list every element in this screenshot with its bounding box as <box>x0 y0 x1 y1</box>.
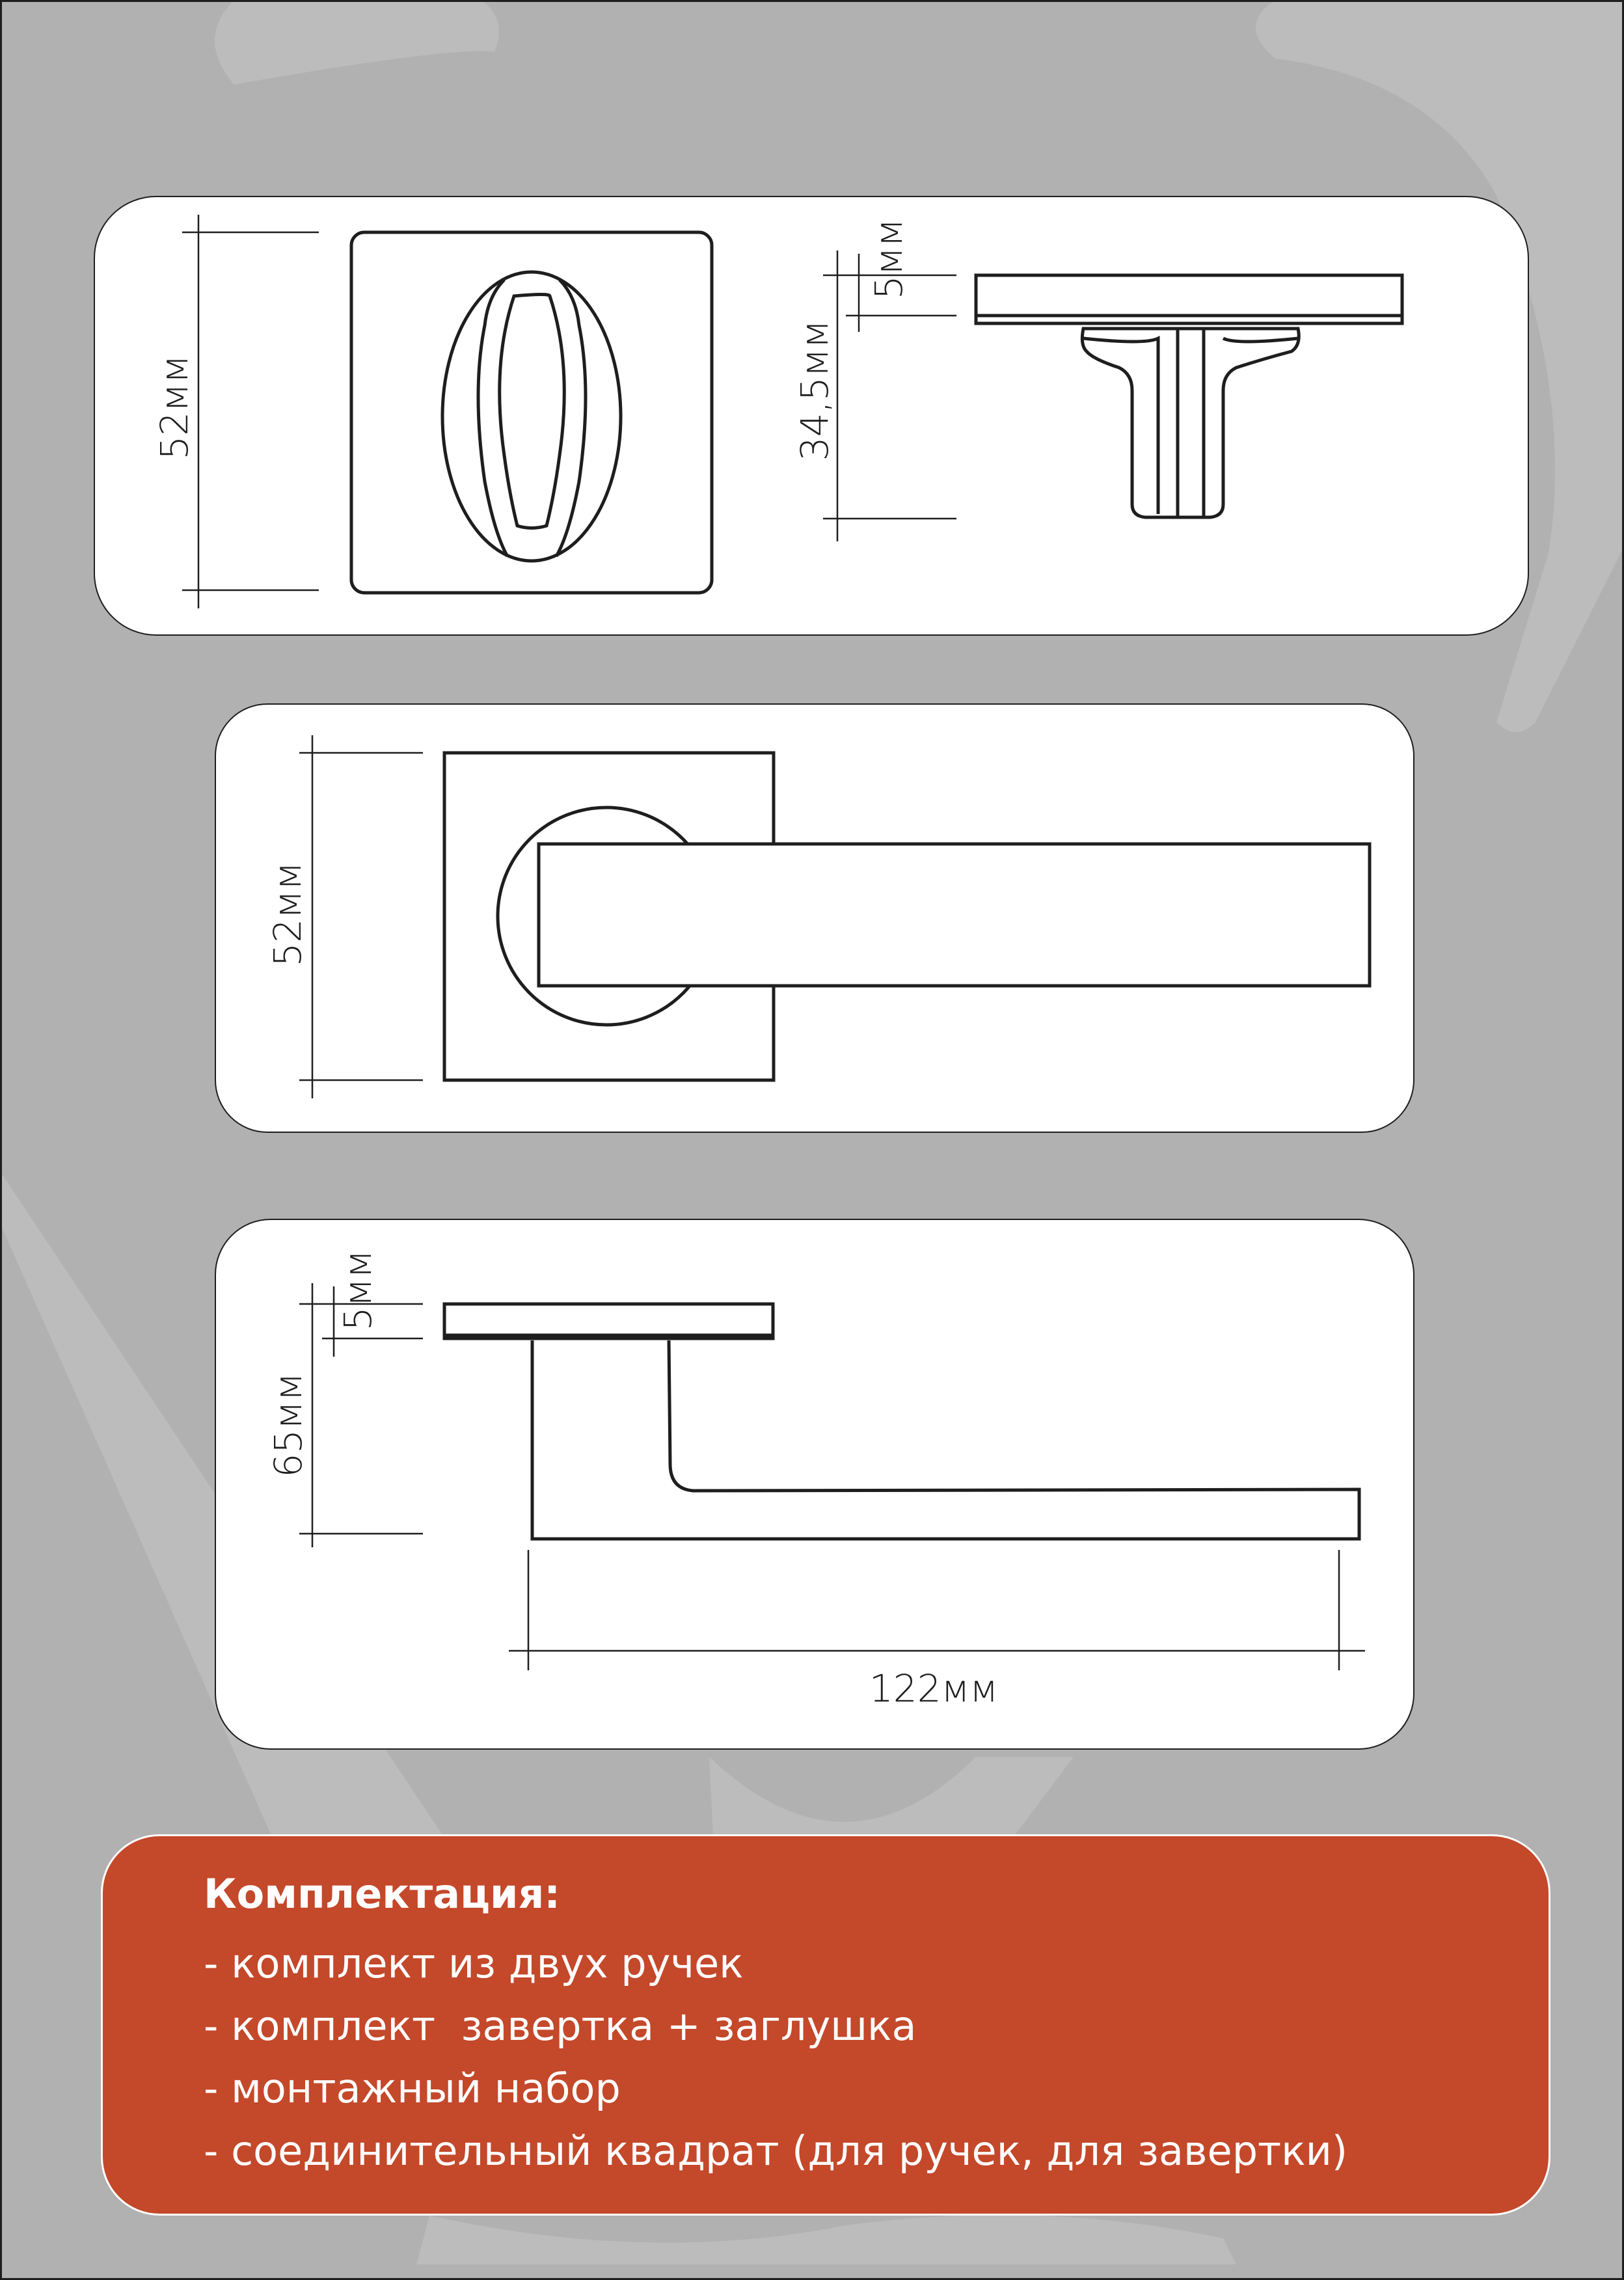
kit-item: - комплект из двух ручек <box>204 1940 744 1987</box>
handle-front-height-label: 52мм <box>265 862 310 967</box>
kit-item: - соединительный квадрат (для ручек, для завертки) <box>204 2127 1348 2175</box>
kit-contents-panel <box>101 1834 1550 2216</box>
handle-side-height-label: 65мм <box>266 1372 310 1478</box>
handle-side-length-label: 122мм <box>869 1666 999 1711</box>
turn-knob-side-plate-label: 5мм <box>867 218 911 300</box>
handle-side-plate-label: 5мм <box>336 1249 380 1331</box>
kit-title: Комплектация: <box>204 1870 561 1918</box>
handle-front-lever <box>539 844 1370 986</box>
kit-item: - комплект завертка + заглушка <box>204 2002 917 2050</box>
card-handle-side <box>215 1219 1414 1749</box>
kit-list <box>204 1933 1347 2182</box>
kit-item: - монтажный набор <box>204 2065 621 2112</box>
turn-knob-front-height-label: 52мм <box>152 355 196 460</box>
turn-knob-side-height-label: 34,5мм <box>792 319 837 461</box>
